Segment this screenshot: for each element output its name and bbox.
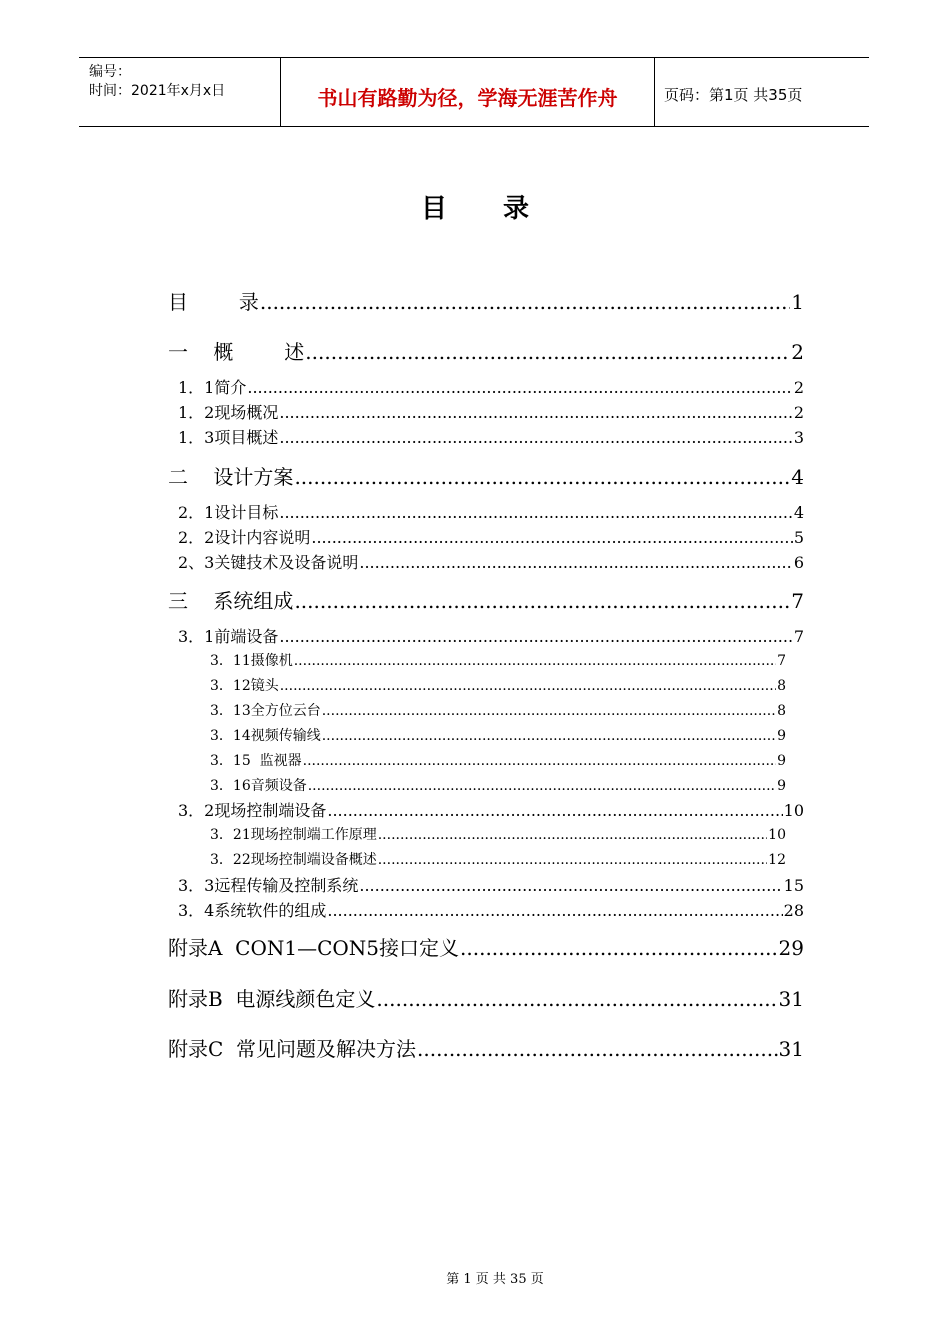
page-footer: 第 1 页 共 35 页 — [446, 1272, 544, 1287]
toc-leader-dots — [322, 728, 776, 744]
toc-entry-page: 4 — [791, 465, 804, 489]
toc-entry-text: 3．15 监视器 — [210, 753, 302, 769]
toc-leader-dots — [294, 589, 790, 613]
toc-leader-dots — [311, 528, 792, 547]
toc-leader-dots — [294, 465, 790, 489]
toc-entry-text: 3．13全方位云台 — [210, 703, 321, 719]
toc-entry[interactable] — [178, 525, 804, 548]
toc-entry[interactable] — [210, 700, 786, 720]
toc-entry-page: 8 — [777, 678, 786, 694]
toc-leader-dots — [378, 852, 767, 868]
document-number-label: 编号： — [89, 64, 131, 80]
toc-leader-dots — [294, 653, 776, 669]
toc-entry-page: 6 — [793, 553, 804, 572]
toc-entry[interactable] — [178, 425, 804, 448]
toc-entry-text: 2．1设计目标 — [178, 503, 279, 522]
page-header — [79, 57, 869, 127]
toc-entry-text: 3．1前端设备 — [178, 627, 279, 646]
toc-entry-text: 1．2现场概况 — [178, 403, 279, 422]
toc-entry[interactable] — [168, 461, 804, 490]
toc-leader-dots — [279, 503, 792, 522]
toc-entry-page: 12 — [768, 852, 786, 868]
toc-leader-dots — [322, 703, 776, 719]
toc-entry[interactable] — [210, 849, 786, 869]
toc-leader-dots — [327, 801, 782, 820]
toc-leader-dots — [359, 876, 782, 895]
toc-entry-text: 3．11摄像机 — [210, 653, 293, 669]
toc-leader-dots — [279, 627, 792, 646]
header-page-info: 页码：第1页 共35页 — [664, 86, 803, 104]
toc-entry-text: 3．22现场控制端设备概述 — [210, 852, 377, 868]
toc-entry[interactable] — [210, 650, 786, 670]
toc-leader-dots — [376, 987, 777, 1011]
toc-entry-page: 3 — [793, 428, 804, 447]
header-motto-cell — [280, 58, 655, 126]
toc-entry-page: 2 — [793, 403, 804, 422]
toc-entry[interactable] — [178, 873, 804, 896]
toc-entry-page: 29 — [778, 936, 804, 960]
toc-leader-dots — [260, 290, 790, 314]
toc-entry-page: 9 — [777, 753, 786, 769]
toc-entry[interactable] — [178, 624, 804, 647]
toc-entry[interactable] — [178, 500, 804, 523]
toc-entry[interactable] — [210, 775, 786, 795]
toc-entry[interactable] — [168, 1033, 804, 1062]
toc-entry-page: 31 — [778, 1037, 804, 1061]
toc-entry-text: 3．3远程传输及控制系统 — [178, 876, 359, 895]
toc-entry[interactable] — [168, 932, 804, 961]
toc-entry[interactable] — [168, 983, 804, 1012]
toc-leader-dots — [460, 936, 778, 960]
toc-entry-text: 一 概 述 — [168, 340, 305, 364]
toc-entry-text: 目 录 — [168, 290, 259, 314]
toc-entry-text: 3．21现场控制端工作原理 — [210, 827, 377, 843]
toc-leader-dots — [279, 403, 792, 422]
toc-leader-dots — [327, 901, 782, 920]
toc-entry[interactable] — [210, 725, 786, 745]
toc-entry-text: 3．2现场控制端设备 — [178, 801, 327, 820]
toc-entry-text: 二 设计方案 — [168, 465, 294, 489]
toc-entry-text: 2、3关键技术及设备说明 — [178, 553, 359, 572]
toc-leader-dots — [279, 428, 792, 447]
toc-entry[interactable] — [168, 286, 804, 315]
toc-entry-page: 31 — [778, 987, 804, 1011]
toc-entry-text: 1．3项目概述 — [178, 428, 279, 447]
toc-entry-page: 7 — [793, 627, 804, 646]
toc-entry-text: 1．1简介 — [178, 378, 247, 397]
toc-entry-text: 3．14视频传输线 — [210, 728, 321, 744]
toc-entry-page: 28 — [783, 901, 804, 920]
toc-entry-text: 3．4系统软件的组成 — [178, 901, 327, 920]
toc-entry-page: 2 — [793, 378, 804, 397]
toc-entry[interactable] — [168, 585, 804, 614]
toc-entry-page: 1 — [791, 290, 804, 314]
toc-leader-dots — [378, 827, 767, 843]
toc-entry-page: 2 — [791, 340, 804, 364]
toc-entry[interactable] — [210, 750, 786, 770]
toc-entry[interactable] — [178, 400, 804, 423]
toc-entry-page: 4 — [793, 503, 804, 522]
toc-leader-dots — [359, 553, 792, 572]
toc-entry[interactable] — [178, 550, 804, 573]
toc-entry[interactable] — [168, 336, 804, 365]
toc-entry-page: 8 — [777, 703, 786, 719]
toc-leader-dots — [280, 678, 776, 694]
toc-entry[interactable] — [210, 675, 786, 695]
header-motto: 书山有路勤为径，学海无涯苦作舟 — [317, 86, 618, 110]
document-date: 时间：2021年x月x日 — [89, 83, 226, 99]
header-page-cell — [654, 58, 869, 126]
toc-entry-page: 7 — [791, 589, 804, 613]
toc-entry-page: 9 — [777, 728, 786, 744]
toc-entry-page: 15 — [783, 876, 804, 895]
toc-leader-dots — [417, 1037, 778, 1061]
toc-leader-dots — [308, 778, 776, 794]
toc-entry[interactable] — [178, 798, 804, 821]
toc-entry-text: 附录A CON1—CON5接口定义 — [168, 936, 460, 960]
toc-entry-text: 附录C 常见问题及解决方法 — [168, 1037, 417, 1061]
toc-leader-dots — [303, 753, 776, 769]
toc-entry-text: 3．16音频设备 — [210, 778, 307, 794]
toc-entry-text: 3．12镜头 — [210, 678, 279, 694]
page-title: 目录 — [420, 194, 585, 224]
toc-entry-text: 附录B 电源线颜色定义 — [168, 987, 376, 1011]
toc-leader-dots — [247, 378, 792, 397]
toc-entry-page: 10 — [783, 801, 804, 820]
toc-entry-page: 9 — [777, 778, 786, 794]
toc-entry-text: 三 系统组成 — [168, 589, 294, 613]
header-left-cell — [79, 58, 279, 126]
toc-entry[interactable] — [178, 898, 804, 921]
toc-entry[interactable] — [178, 375, 804, 398]
toc-entry-page: 5 — [793, 528, 804, 547]
toc-leader-dots — [305, 340, 790, 364]
toc-entry-text: 2．2设计内容说明 — [178, 528, 311, 547]
toc-entry-page: 10 — [768, 827, 786, 843]
toc-entry[interactable] — [210, 824, 786, 844]
toc-entry-page: 7 — [777, 653, 786, 669]
